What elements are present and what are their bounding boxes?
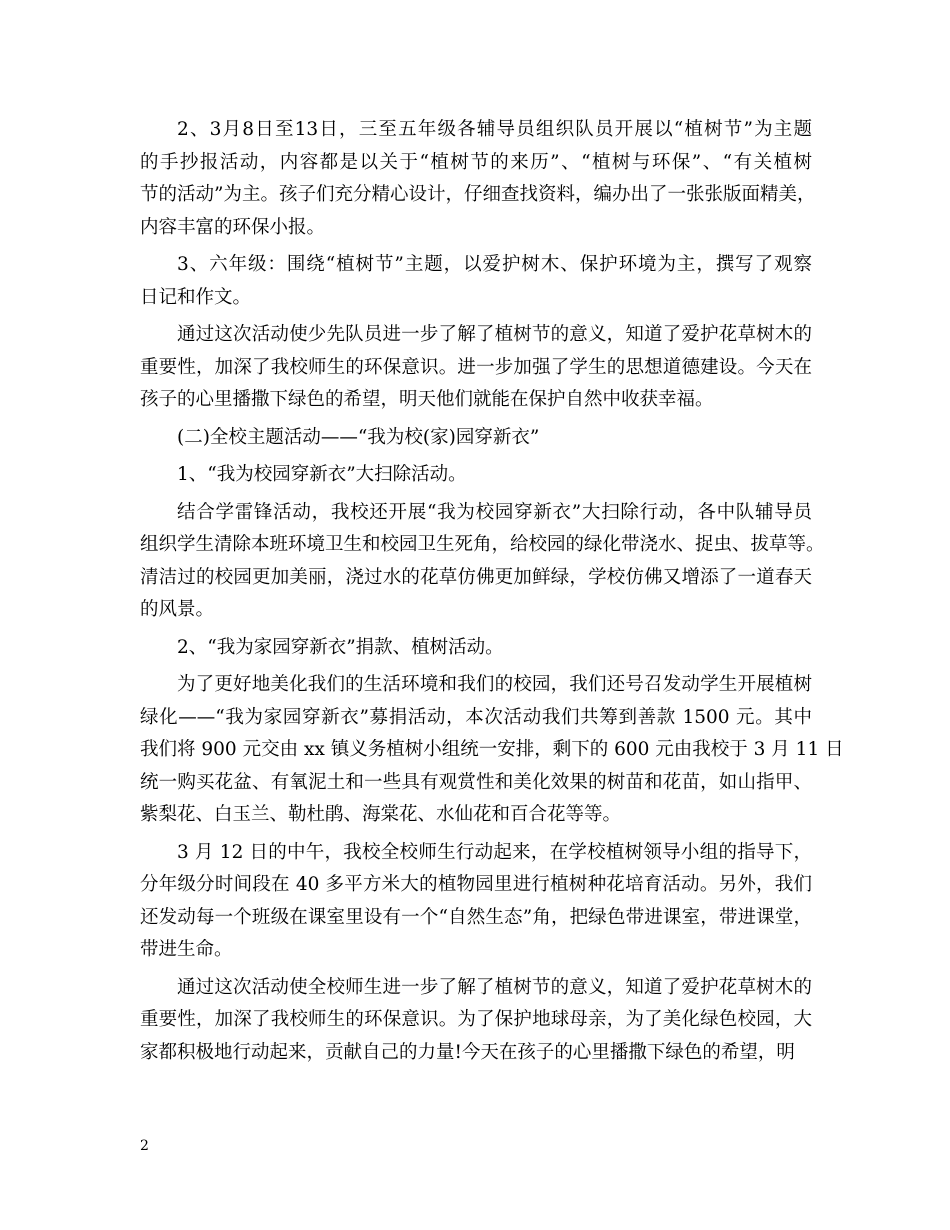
text-line: 分年级分时间段在 40 多平方米大的植物园里进行植树种花培育活动。另外，我们 [140,874,812,895]
text-line: 日记和作文。 [140,286,252,308]
paragraph [140,972,812,1070]
text-line: 我们将 900 元交由 xx 镇义务植树小组统一安排，剩下的 600 元由我校于 3 月 11 日 [140,739,844,760]
text-line: 统一购买花盆、有氧泥土和一些具有观赏性和美化效果的树苗和花苗，如山指甲、 [140,771,812,793]
text-line: 结合学雷锋活动，我校还开展“我为校园穿新衣”大扫除行动，各中队辅导员 [177,501,812,523]
text-line: 组织学生清除本班环境卫生和校园卫生死角，给校园的绿化带浇水、捉虫、拔草等。 [140,534,825,555]
text-line: 的手抄报活动，内容都是以关于“植树节的来历”、“植树与环保”、“有关植树 [140,151,812,173]
paragraph [140,114,816,244]
paragraph [140,459,812,492]
paragraph [140,497,825,627]
text-line: 节的活动”为主。孩子们充分精心设计，仔细查找资料，编办出了一张张版面精美， [140,184,816,205]
text-line: 清洁过的校园更加美丽，浇过水的花草仿佛更加鲜绿，学校仿佛又增添了一道春天 [140,566,812,588]
text-line: 3、六年级：围绕“植树节”主题，以爱护树木、保护环境为主，撰写了观察 [177,254,812,275]
text-line: 重要性，加深了我校师生的环保意识。为了保护地球母亲，为了美化绿色校园，大 [140,1009,812,1030]
text-line: 的风景。 [140,599,215,620]
text-line: 家都积极地行动起来，贡献自己的力量!今天在孩子的心里播撒下绿色的希望，明 [140,1041,795,1063]
text-line: 孩子的心里播撒下绿色的希望，明天他们就能在保护自然中收获幸福。 [140,389,714,410]
paragraph [140,422,812,455]
text-line: 紫梨花、白玉兰、勒杜鹃、海棠花、水仙花和百合花等等。 [140,804,622,825]
paragraph [140,249,812,314]
paragraph [140,319,812,417]
text-line: 1、“我为校园穿新衣”大扫除活动。 [177,464,467,485]
text-line: 为了更好地美化我们的生活环境和我们的校园，我们还号召发动学生开展植树 [177,674,812,695]
text-line: 带进生命。 [140,939,233,960]
text-line: 通过这次活动使少先队员进一步了解了植树节的意义，知道了爱护花草树木的 [177,324,812,345]
text-line: 2、3月8日至13日，三至五年级各辅导员组织队员开展以“植树节”为主题 [177,119,812,140]
text-line: 通过这次活动使全校师生进一步了解了植树节的意义，知道了爱护花草树木的 [177,976,812,998]
text-line: (二)全校主题活动——“我为校(家)园穿新衣” [177,426,540,448]
text-line: 内容丰富的环保小报。 [140,216,326,238]
paragraph [140,632,812,665]
page-number: 2 [140,1138,149,1154]
paragraph [140,837,812,967]
text-line: 2、“我为家园穿新衣”捐款、植树活动。 [177,636,504,658]
text-line: 还发动每一个班级在课室里设有一个“自然生态”角，把绿色带进课室，带进课堂， [140,906,812,928]
text-line: 3 月 12 日的中午，我校全校师生行动起来，在学校植树领导小组的指导下， [177,841,812,863]
paragraph [140,669,844,832]
document-body [140,114,844,1074]
text-line: 绿化——“我为家园穿新衣”募捐活动，本次活动我们共筹到善款 1500 元。其中 [140,706,812,728]
text-line: 重要性，加深了我校师生的环保意识。进一步加强了学生的思想道德建设。今天在 [140,356,812,378]
